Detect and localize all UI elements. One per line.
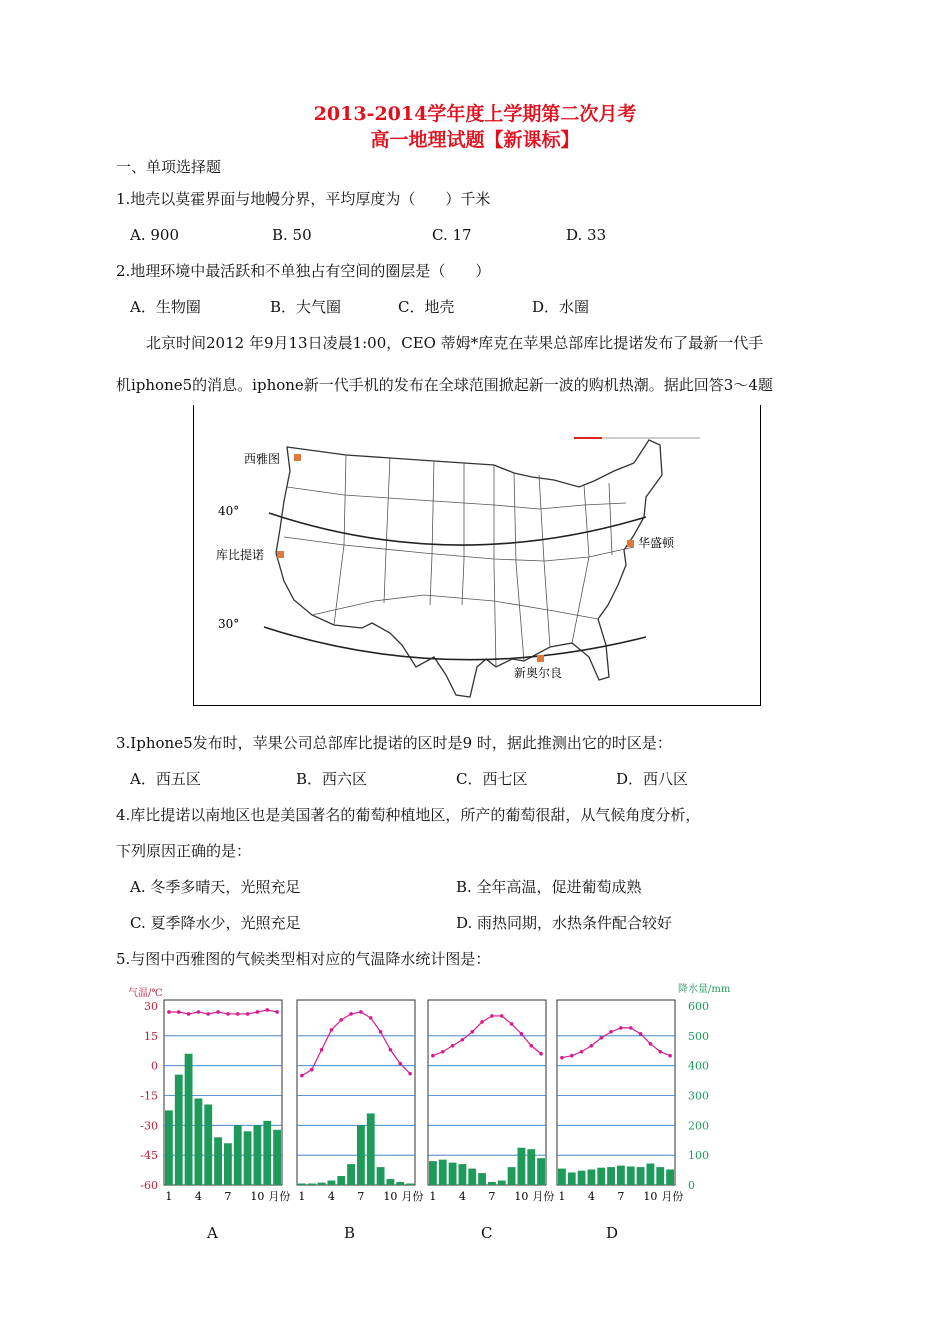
temperature-point [668, 1054, 672, 1058]
precip-bar [578, 1171, 586, 1185]
temperature-point [349, 1012, 353, 1016]
temperature-point [461, 1038, 465, 1042]
x-tick-label: 10 [383, 1190, 398, 1203]
precip-bar [175, 1075, 183, 1185]
q3-option-a: A．西五区 [130, 770, 201, 788]
right-axis-label: 降水量/mm [678, 984, 731, 995]
q3-option-c: C．西七区 [456, 770, 528, 788]
temperature-point [639, 1032, 643, 1036]
precip-bar [396, 1182, 404, 1185]
precip-bar [666, 1169, 674, 1185]
x-tick-label: 7 [488, 1190, 496, 1203]
q1-option-c: C. 17 [432, 226, 472, 244]
neworleans-marker-icon [537, 655, 544, 662]
q4-option-a: A. 冬季多晴天，光照充足 [130, 878, 301, 896]
usa-outline [276, 440, 662, 697]
state-borders [284, 455, 634, 667]
x-tick-label: 4 [194, 1190, 202, 1203]
temperature-point [570, 1054, 574, 1058]
precip-bar [607, 1167, 615, 1185]
temperature-point [510, 1022, 514, 1026]
precip-bar [637, 1167, 645, 1185]
chart-label-d: D [606, 1224, 619, 1242]
temperature-point [490, 1014, 494, 1018]
temperature-point [441, 1050, 445, 1054]
right-tick-label: 500 [688, 1029, 709, 1043]
temperature-point [236, 1012, 240, 1016]
x-tick-label: 7 [224, 1190, 232, 1203]
precip-bar [185, 1054, 193, 1185]
q1-option-a: A. 900 [130, 226, 179, 244]
washington-marker-icon [627, 540, 634, 547]
temperature-point [265, 1008, 269, 1012]
precip-bar [234, 1125, 242, 1185]
precip-bar [647, 1164, 655, 1185]
x-tick-label: 4 [587, 1190, 595, 1203]
q2-stem: 2.地理环境中最活跃和不单独占有空间的圈层是（ ） [116, 262, 491, 280]
map-label-30: 30° [218, 617, 240, 631]
right-tick-label: 0 [688, 1179, 695, 1192]
temperature-point [256, 1010, 260, 1014]
precip-bar [617, 1166, 625, 1185]
temperature-point [246, 1012, 250, 1016]
temperature-point [520, 1032, 524, 1036]
left-tick-label: 30 [144, 1000, 158, 1013]
precip-bar [337, 1176, 345, 1185]
precip-bar [627, 1167, 635, 1185]
q2-option-c: C．地壳 [398, 298, 455, 316]
precip-bar [224, 1143, 232, 1185]
precip-bar [328, 1181, 336, 1185]
panel-frame [297, 1000, 415, 1185]
temperature-point [560, 1056, 564, 1060]
q4-option-b: B. 全年高温，促进葡萄成熟 [456, 878, 642, 896]
q4-stem-1: 4.库比提诺以南地区也是美国著名的葡萄种植地区，所产的葡萄很甜，从气候角度分析， [116, 806, 701, 824]
map-label-cupertino: 库比提诺 [216, 548, 265, 562]
temperature-point [529, 1044, 533, 1048]
precip-bar [214, 1137, 222, 1185]
q4-option-c: C. 夏季降水少，光照充足 [130, 914, 301, 932]
temperature-point [310, 1068, 314, 1072]
temperature-point [197, 1010, 201, 1014]
q3-stem: 3.Iphone5发布时，苹果公司总部库比提诺的区时是9 时，据此推测出它的时区是： [116, 734, 672, 752]
right-tick-label: 600 [688, 1000, 709, 1013]
q2-option-b: B．大气圈 [270, 298, 342, 316]
left-tick-label: 0 [151, 1059, 158, 1073]
temperature-point [480, 1020, 484, 1024]
precip-bar [429, 1161, 437, 1185]
cupertino-marker-icon [277, 551, 284, 558]
map-label-40: 40° [218, 504, 240, 518]
q4-stem-2: 下列原因正确的是： [116, 842, 252, 860]
temperature-point [216, 1010, 220, 1014]
temperature-point [398, 1062, 402, 1066]
temperature-point [206, 1012, 210, 1016]
usa-map [193, 405, 761, 706]
precip-bar [357, 1125, 365, 1185]
usa-map-drawing [194, 405, 760, 705]
left-tick-label: -45 [140, 1149, 158, 1163]
right-tick-label: 400 [688, 1059, 709, 1073]
q1-option-b: B. 50 [272, 226, 312, 244]
temperature-point [451, 1044, 455, 1048]
precip-bar [588, 1169, 596, 1185]
temperature-point [359, 1010, 363, 1014]
precip-bar [518, 1148, 526, 1185]
section-heading: 一、单项选择题 [116, 158, 222, 176]
chart-label-b: B [344, 1224, 356, 1242]
q5-stem: 5.与图中西雅图的气候类型相对应的气温降水统计图是： [116, 950, 491, 968]
precip-bar [273, 1130, 281, 1185]
right-tick-label: 100 [688, 1149, 709, 1163]
precip-bar [449, 1163, 457, 1185]
x-tick-label: 月份 [268, 1190, 291, 1203]
precip-bar [347, 1164, 355, 1185]
left-tick-label: -15 [140, 1089, 158, 1103]
temperature-point [226, 1012, 230, 1016]
temperature-point [379, 1030, 383, 1034]
precip-bar [537, 1158, 545, 1185]
right-tick-label: 200 [688, 1119, 709, 1133]
temperature-point [658, 1050, 662, 1054]
q2-option-d: D．水圈 [532, 298, 590, 316]
precip-bar [568, 1172, 576, 1185]
precip-bar [244, 1131, 252, 1185]
precip-bar [298, 1184, 306, 1185]
precip-bar [204, 1104, 212, 1185]
q2-option-a: A．生物圈 [130, 298, 201, 316]
temperature-point [470, 1030, 474, 1034]
q1-stem: 1.地壳以莫霍界面与地幔分界，平均厚度为（ ）千米 [116, 190, 491, 208]
precip-bar [597, 1168, 605, 1185]
temperature-point [389, 1048, 393, 1052]
precip-bar [468, 1169, 476, 1185]
left-tick-label: -30 [140, 1119, 158, 1133]
q3-option-b: B．西六区 [296, 770, 368, 788]
precip-bar [508, 1167, 516, 1185]
precip-bar [387, 1179, 395, 1185]
temperature-point [167, 1010, 171, 1014]
temperature-point [649, 1042, 653, 1046]
x-tick-label: 4 [458, 1190, 466, 1203]
precip-bar [195, 1098, 203, 1185]
temperature-point [599, 1036, 603, 1040]
climate-charts [120, 980, 750, 1205]
chart-label-c: C [481, 1224, 493, 1242]
precip-bar [308, 1184, 316, 1185]
temperature-point [330, 1028, 334, 1032]
temperature-point [539, 1052, 543, 1056]
x-tick-label: 月份 [401, 1190, 424, 1203]
panel-frame [557, 1000, 675, 1185]
map-label-seattle: 西雅图 [244, 452, 281, 466]
temperature-line [562, 1028, 670, 1058]
passage-line-2: 机iphone5的消息。iphone新一代手机的发布在全球范围掀起新一波的购机热潮。据此回答3～4题 [116, 376, 773, 394]
temperature-point [408, 1072, 412, 1076]
latitude-40-line [269, 513, 646, 545]
x-tick-label: 1 [429, 1190, 437, 1203]
temperature-point [275, 1010, 279, 1014]
temperature-point [320, 1048, 324, 1052]
precip-bar [367, 1113, 375, 1185]
precip-bar [406, 1184, 414, 1185]
seattle-marker-icon [294, 454, 301, 461]
precip-bar [656, 1167, 664, 1185]
q4-option-d: D. 雨热同期，水热条件配合较好 [456, 914, 673, 932]
x-tick-label: 10 [250, 1190, 265, 1203]
x-tick-label: 月份 [661, 1190, 684, 1203]
precip-bar [478, 1173, 486, 1185]
precip-bar [318, 1183, 326, 1185]
x-tick-label: 10 [514, 1190, 529, 1203]
map-label-neworleans: 新奥尔良 [514, 666, 563, 680]
x-tick-label: 10 [643, 1190, 658, 1203]
temperature-point [187, 1012, 191, 1016]
x-tick-label: 4 [327, 1190, 335, 1203]
temperature-point [339, 1018, 343, 1022]
precip-bar [165, 1110, 173, 1185]
temperature-point [369, 1016, 373, 1020]
temperature-point [609, 1030, 613, 1034]
precip-bar [527, 1149, 535, 1185]
temperature-point [500, 1014, 504, 1018]
passage-line-1: 北京时间2012 年9月13日凌晨1:00，CEO 蒂姆*库克在苹果总部库比提诺发布了最新一代手 [146, 334, 764, 352]
x-tick-label: 1 [558, 1190, 566, 1203]
q1-option-d: D. 33 [566, 226, 607, 244]
q3-option-d: D．西八区 [616, 770, 689, 788]
temperature-point [431, 1054, 435, 1058]
chart-label-a: A [207, 1224, 218, 1242]
x-tick-label: 月份 [532, 1190, 555, 1203]
temperature-point [300, 1074, 304, 1078]
exam-subtitle: 高一地理试题【新课标】 [370, 129, 580, 151]
precip-bar [263, 1121, 271, 1185]
precip-bar [254, 1125, 262, 1185]
temperature-line [169, 1010, 277, 1014]
latitude-30-line [264, 627, 646, 660]
x-tick-label: 7 [617, 1190, 625, 1203]
precip-bar [498, 1181, 506, 1185]
temperature-point [177, 1010, 181, 1014]
x-tick-label: 1 [298, 1190, 306, 1203]
precip-bar [488, 1182, 496, 1185]
left-tick-label: -60 [140, 1179, 158, 1192]
temperature-point [629, 1026, 633, 1030]
temperature-point [619, 1026, 623, 1030]
precip-bar [459, 1164, 467, 1185]
precip-bar [439, 1160, 447, 1185]
precip-bar [558, 1169, 566, 1185]
right-tick-label: 300 [688, 1089, 709, 1103]
left-tick-label: 15 [144, 1029, 158, 1043]
temperature-point [580, 1050, 584, 1054]
left-axis-label: 气温/℃ [128, 988, 163, 999]
temperature-point [590, 1044, 594, 1048]
x-tick-label: 7 [357, 1190, 365, 1203]
exam-title: 2013-2014学年度上学期第二次月考 [313, 103, 637, 125]
precip-bar [377, 1167, 385, 1185]
x-tick-label: 1 [165, 1190, 173, 1203]
map-label-washington: 华盛顿 [638, 536, 675, 550]
